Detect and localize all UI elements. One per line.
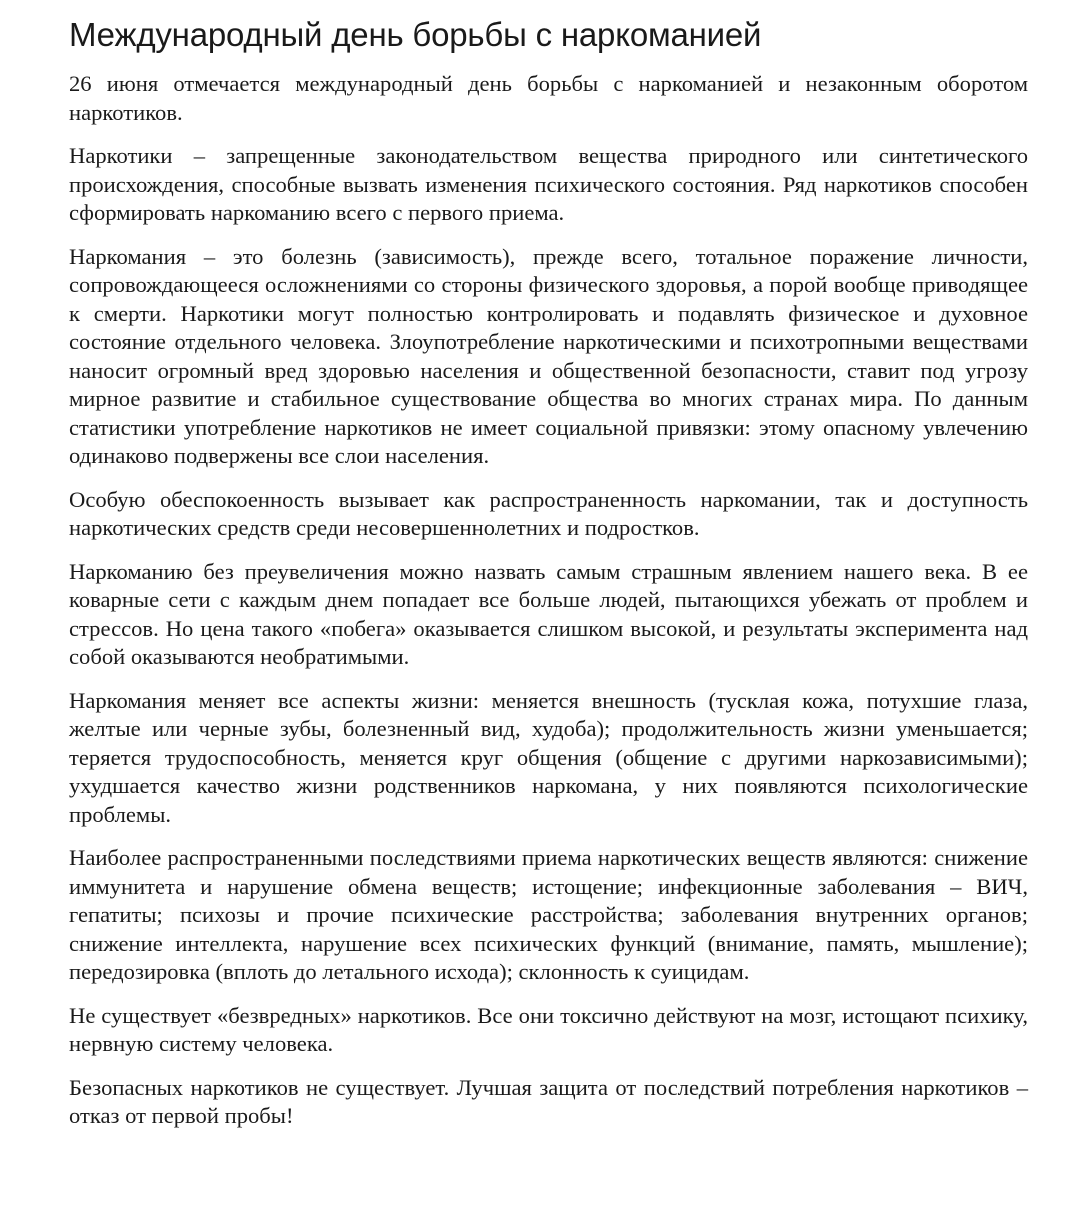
paragraph-5: Наркоманию без преувеличения можно назвать самым страшным явлением нашего века. В ее коварные сети с каждым днем попадает все больше людей, пытающихся убежать от проблем и стрессов. Но цена такого «побега» оказывается слишком высокой, и результаты эксперимента над собой оказываются необратимыми. xyxy=(69,558,1028,669)
paragraph-1: 26 июня отмечается международный день борьбы с наркоманией и незаконным оборотом наркотиков. xyxy=(69,71,1028,125)
paragraph-3: Наркомания – это болезнь (зависимость), прежде всего, тотальное поражение личности, сопровождающееся осложнениями со стороны физического здоровья, а порой вообще приводящее к смерти. Наркотики могут полностью контролировать и подавлять физическое и духовное состояние отдельного человека. Злоупотребление наркотическими и психотропными веществами наносит огромный вред здоровью населения и общественной безопасности, ставит под угрозу мирное развитие и стабильное существование общества во многих странах мира. По данным статистики употребление наркотиков не имеет социальной привязки: этому опасному увлечению одинаково подвержены все слои населения. xyxy=(69,243,1028,468)
paragraph-8: Не существует «безвредных» наркотиков. Все они токсично действуют на мозг, истощают психику, нервную систему человека. xyxy=(69,1002,1028,1056)
document-title: Международный день борьбы с наркоманией xyxy=(69,16,762,53)
document-page xyxy=(69,14,1028,1146)
paragraph-7: Наиболее распространенными последствиями приема наркотических веществ являются: снижение иммунитета и нарушение обмена веществ; истощение; инфекционные заболевания – ВИЧ, гепатиты; психозы и прочие психические расстройства; заболевания внутренних органов; снижение интеллекта, нарушение всех психических функций (внимание, память, мышление); передозировка (вплоть до летального исхода); склонность к суицидам. xyxy=(69,845,1028,984)
paragraph-4: Особую обеспокоенность вызывает как распространенность наркомании, так и доступность наркотических средств среди несовершеннолетних и подростков. xyxy=(69,486,1028,540)
paragraph-2: Наркотики – запрещенные законодательством вещества природного или синтетического происхождения, способные вызвать изменения психического состояния. Ряд наркотиков способен сформировать наркоманию всего с первого приема. xyxy=(69,143,1028,225)
paragraph-9: Безопасных наркотиков не существует. Лучшая защита от последствий потребления наркотиков – отказ от первой пробы! xyxy=(69,1074,1028,1128)
paragraph-6: Наркомания меняет все аспекты жизни: меняется внешность (тусклая кожа, потухшие глаза, желтые или черные зубы, болезненный вид, худоба); продолжительность жизни уменьшается; теряется трудоспособность, меняется круг общения (общение с другими наркозависимыми); ухудшается качество жизни родственников наркомана, у них появляются психологические проблемы. xyxy=(69,687,1028,827)
